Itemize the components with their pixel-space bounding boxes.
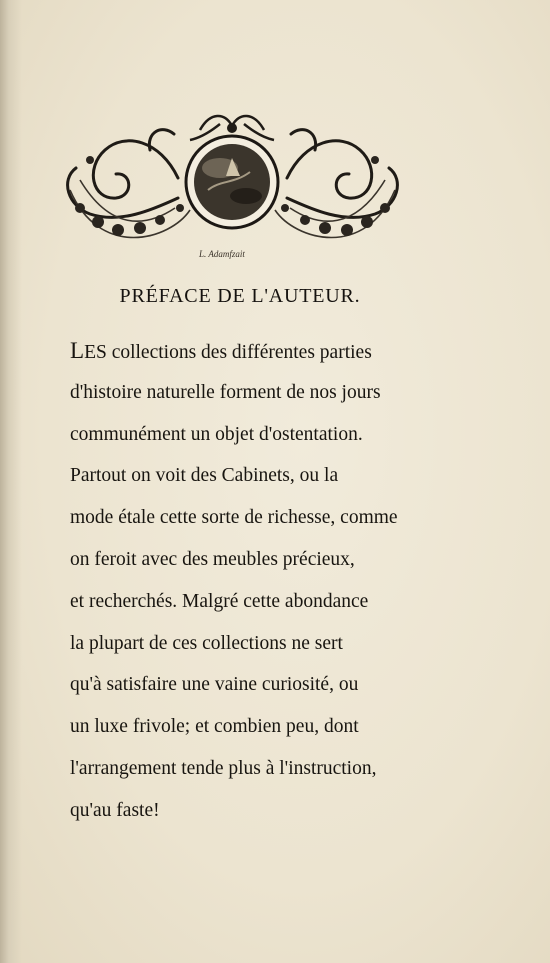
drop-cap: L <box>70 338 85 363</box>
text-line-10: un luxe frivole; et combien peu, dont <box>70 716 359 738</box>
preface-text <box>70 330 428 832</box>
ornamental-vignette <box>50 110 415 250</box>
text-line-1 <box>70 330 428 372</box>
text-line-9: qu'à satisfaire une vaine curiosité, ou <box>70 674 359 696</box>
text-line-2: d'histoire naturelle forment de nos jours <box>70 381 381 403</box>
text-line-4: Partout on voit des Cabinets, ou la <box>70 465 339 487</box>
text-line-7: et recherchés. Malgré cette abondance <box>70 590 369 612</box>
text-line-5: mode étale cette sorte de richesse, comme <box>70 507 398 529</box>
text-line-11: l'arrangement tende plus à l'instruction, <box>70 757 377 779</box>
gutter-shadow <box>0 0 22 963</box>
first-line: LES collections des différentes parties <box>70 338 372 363</box>
engraver-credit: L. Adamfzait <box>199 249 245 259</box>
page-title: PRÉFACE DE L'AUTEUR. <box>119 285 361 307</box>
text-line-3: communément un objet d'ostentation. <box>70 423 363 445</box>
text-line-8: la plupart de ces collections ne sert <box>70 632 343 654</box>
text-line-12: qu'au faste! <box>70 799 160 821</box>
text-line-6: on feroit avec des meubles précieux, <box>70 548 355 570</box>
